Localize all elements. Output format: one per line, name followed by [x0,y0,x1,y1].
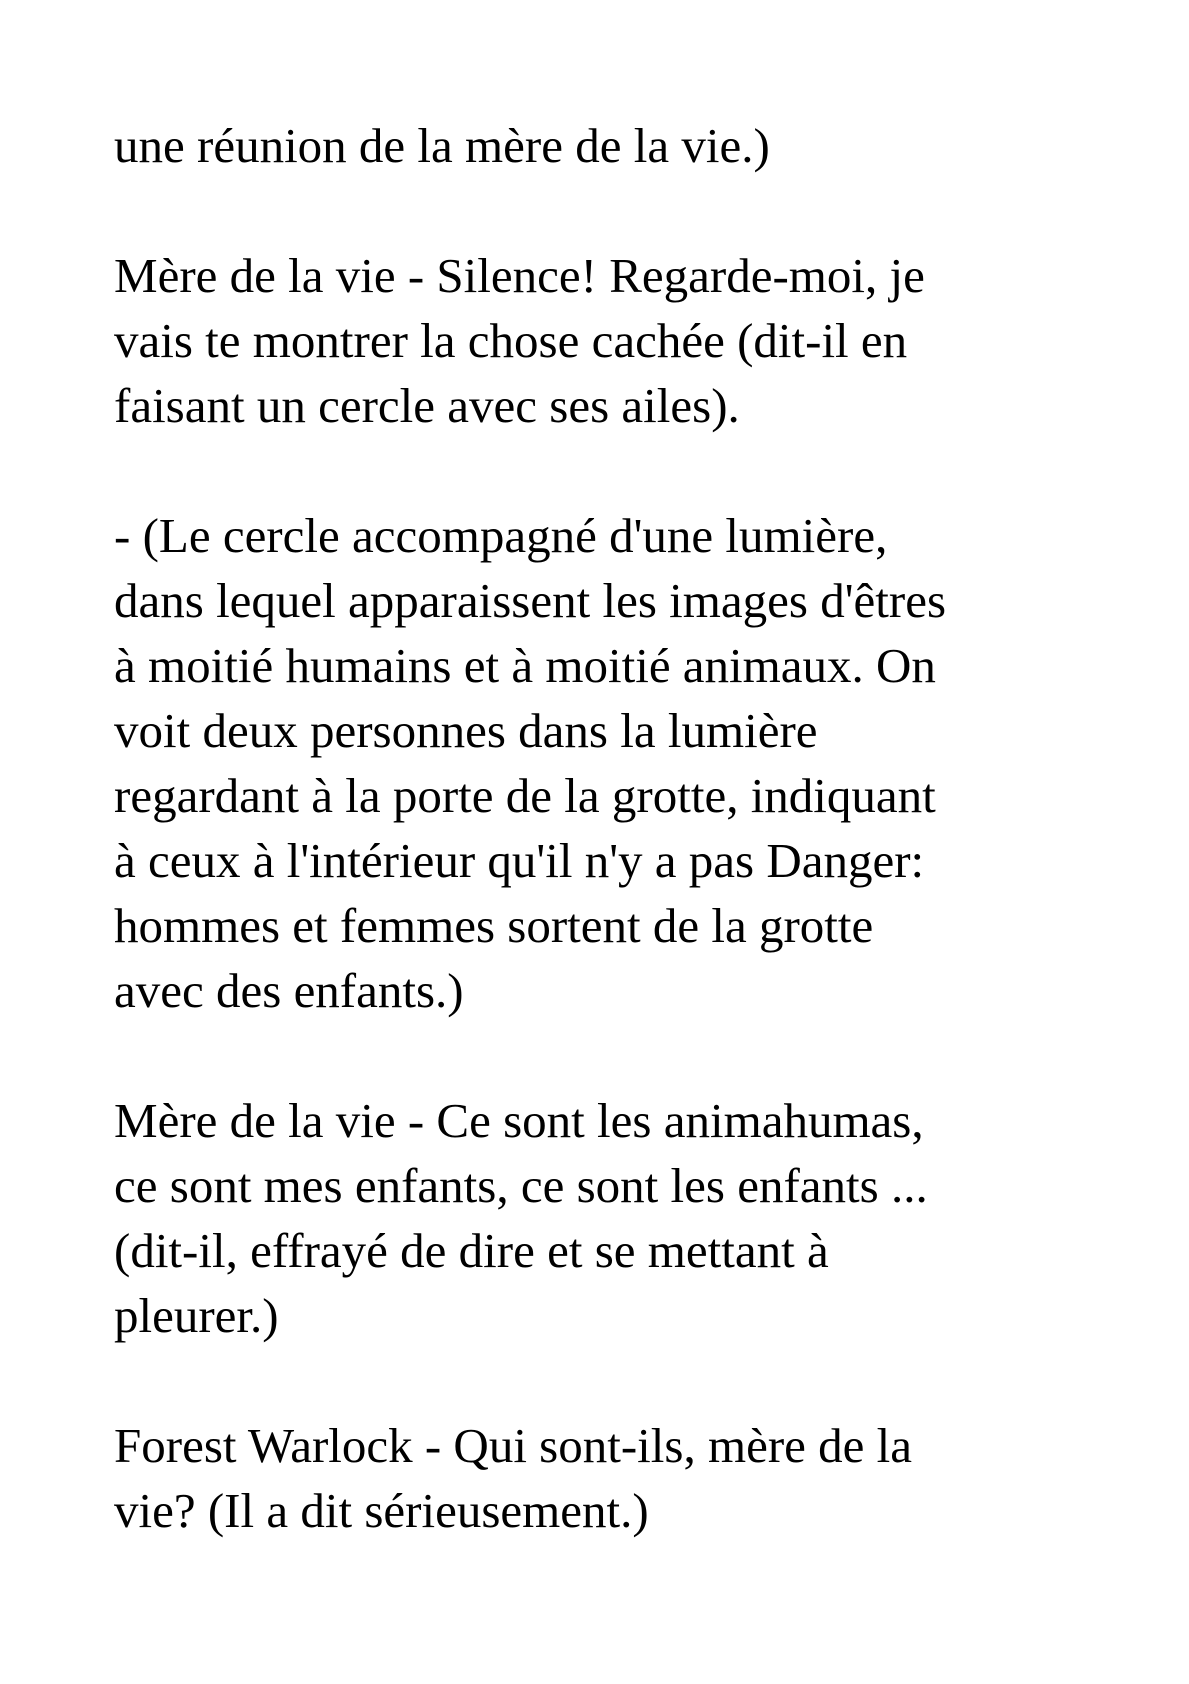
text-line: ce sont mes enfants, ce sont les enfants ... [114,1158,928,1213]
text-line: à ceux à l'intérieur qu'il n'y a pas Danger: [114,833,925,888]
text-line: hommes et femmes sortent de la grotte [114,898,874,953]
text-line: vais te montrer la chose cachée (dit-il en [114,313,908,368]
text-line: à moitié humains et à moitié animaux. On [114,638,936,693]
text-line: faisant un cercle avec ses ailes). [114,378,740,433]
text-line: pleurer.) [114,1288,279,1343]
paragraph-4 [114,1088,1114,1348]
text-line: Forest Warlock - Qui sont-ils, mère de la [114,1418,913,1473]
paragraph-3 [114,503,1114,1023]
text-line: dans lequel apparaissent les images d'êtres [114,573,947,628]
text-line: (dit-il, effrayé de dire et se mettant à [114,1223,829,1278]
paragraph-2 [114,243,1114,438]
document-text [114,113,1114,1608]
text-line: une réunion de la mère de la vie.) [114,118,770,173]
text-line: voit deux personnes dans la lumière [114,703,818,758]
text-line: regardant à la porte de la grotte, indiquant [114,768,936,823]
paragraph-5 [114,1413,1114,1543]
text-line: Mère de la vie - Ce sont les animahumas, [114,1093,924,1148]
text-line: avec des enfants.) [114,963,464,1018]
text-line: - (Le cercle accompagné d'une lumière, [114,508,888,563]
text-line: Mère de la vie - Silence! Regarde-moi, je [114,248,925,303]
text-line: vie? (Il a dit sérieusement.) [114,1483,649,1538]
paragraph-1 [114,113,1114,178]
